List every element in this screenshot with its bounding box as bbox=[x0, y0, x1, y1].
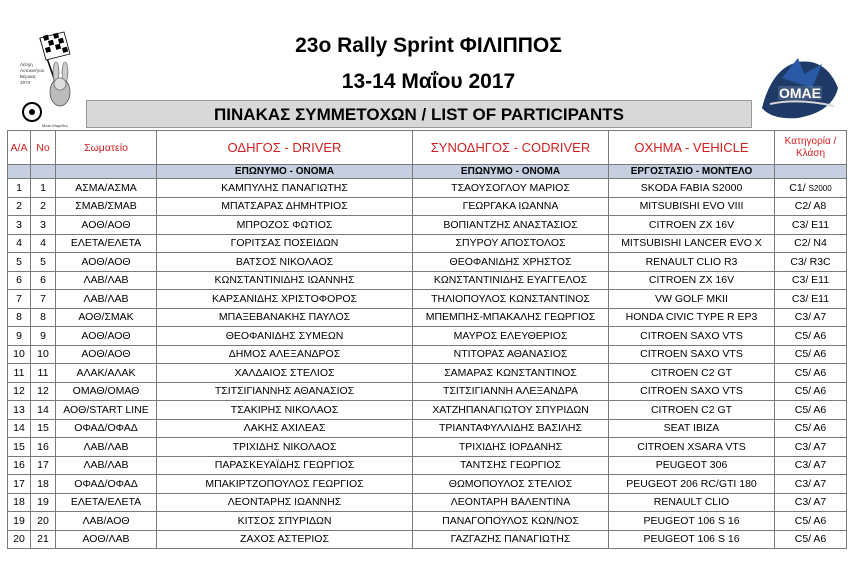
table-row bbox=[8, 493, 847, 512]
cell-category bbox=[775, 438, 847, 457]
cell-club: ΛΑΒ/ΑΟΘ bbox=[56, 512, 157, 531]
cell-aa: 20 bbox=[8, 530, 31, 549]
cell-vehicle: VW GOLF MKII bbox=[609, 290, 775, 309]
table-row bbox=[8, 308, 847, 327]
cell-category bbox=[775, 419, 847, 438]
table-row bbox=[8, 290, 847, 309]
table-row bbox=[8, 345, 847, 364]
cell-club: ΑΛΑΚ/ΑΛΑΚ bbox=[56, 364, 157, 383]
cell-driver: ΔΗΜΟΣ ΑΛΕΞΑΝΔΡΟΣ bbox=[157, 345, 413, 364]
cell-no: 18 bbox=[31, 475, 56, 494]
cell-driver: ΜΠΑΚΙΡΤΖΟΠΟΥΛΟΣ ΓΕΩΡΓΙΟΣ bbox=[157, 475, 413, 494]
cell-club: ΕΛΕΤΑ/ΕΛΕΤΑ bbox=[56, 493, 157, 512]
svg-text:Αυτοκινήτου: Αυτοκινήτου bbox=[20, 68, 45, 73]
cell-club: ΟΦΑΔ/ΟΦΑΔ bbox=[56, 475, 157, 494]
cell-category bbox=[775, 401, 847, 420]
cell-codriver: ΣΠΥΡΟΥ ΑΠΟΣΤΟΛΟΣ bbox=[413, 234, 609, 253]
cell-no: 19 bbox=[31, 493, 56, 512]
cell-driver: ΚΑΡΣΑΝΙΔΗΣ ΧΡΙΣΤΟΦΟΡΟΣ bbox=[157, 290, 413, 309]
category-label: C3/ bbox=[794, 477, 812, 490]
cell-no: 6 bbox=[31, 271, 56, 290]
table-row bbox=[8, 197, 847, 216]
cell-category bbox=[775, 308, 847, 327]
cell-vehicle: CITROEN C2 GT bbox=[609, 364, 775, 383]
category-label: C1/ bbox=[789, 181, 806, 194]
cell-vehicle: PEUGEOT 206 RC/GTI 180 bbox=[609, 475, 775, 494]
category-label: C3/ bbox=[794, 440, 812, 453]
cell-no: 1 bbox=[31, 179, 56, 198]
col-club: Σωματείο bbox=[56, 131, 157, 165]
cell-no: 8 bbox=[31, 308, 56, 327]
cell-vehicle: CITROEN ZX 16V bbox=[609, 271, 775, 290]
class-label: A7 bbox=[813, 477, 827, 490]
col-aa: A/A bbox=[8, 131, 31, 165]
cell-no: 14 bbox=[31, 401, 56, 420]
col-driver: ΟΔΗΓΟΣ - DRIVER bbox=[157, 131, 413, 165]
cell-no: 3 bbox=[31, 216, 56, 235]
cell-no: 9 bbox=[31, 327, 56, 346]
category-label: C5/ bbox=[794, 348, 812, 361]
table-row bbox=[8, 512, 847, 531]
cell-vehicle: PEUGEOT 306 bbox=[609, 456, 775, 475]
sub-empty bbox=[775, 165, 847, 179]
cell-no: 20 bbox=[31, 512, 56, 531]
col-codriver: ΣΥΝΟΔΗΓΟΣ - CODRIVER bbox=[413, 131, 609, 165]
sub-vehicle: ΕΡΓΟΣΤΑΣΙΟ - ΜΟΝΤΕΛΟ bbox=[609, 165, 775, 179]
cell-no: 5 bbox=[31, 253, 56, 272]
sub-codriver: ΕΠΩΝΥΜΟ - ΟΝΟΜΑ bbox=[413, 165, 609, 179]
cell-category bbox=[775, 530, 847, 549]
cell-aa: 11 bbox=[8, 364, 31, 383]
page-title: 23o Rally Sprint ΦΙΛΙΠΠΟΣ bbox=[295, 34, 562, 57]
cell-aa: 14 bbox=[8, 419, 31, 438]
table-row bbox=[8, 438, 847, 457]
cell-codriver: ΒΟΠΙΑΝΤΖΗΣ ΑΝΑΣΤΑΣΙΟΣ bbox=[413, 216, 609, 235]
cell-no: 16 bbox=[31, 438, 56, 457]
class-label: A6 bbox=[813, 533, 827, 546]
col-vehicle: ΟΧΗΜΑ - VEHICLE bbox=[609, 131, 775, 165]
cell-club: ΑΟΘ/ΑΟΘ bbox=[56, 253, 157, 272]
cell-no: 21 bbox=[31, 530, 56, 549]
cell-club: ΑΟΘ/ΣΜΑΚ bbox=[56, 308, 157, 327]
cell-driver: ΒΑΤΣΟΣ ΝΙΚΟΛΑΟΣ bbox=[157, 253, 413, 272]
cell-category bbox=[775, 364, 847, 383]
cell-vehicle: PEUGEOT 106 S 16 bbox=[609, 512, 775, 531]
cell-driver: ΜΠΑΤΣΑΡΑΣ ΔΗΜΗΤΡΙΟΣ bbox=[157, 197, 413, 216]
cell-driver: ΜΠΑΞΕΒΑΝΑΚΗΣ ΠΑΥΛΟΣ bbox=[157, 308, 413, 327]
rabbit-mascot-icon bbox=[50, 62, 70, 106]
cell-aa: 7 bbox=[8, 290, 31, 309]
class-label: R3C bbox=[809, 255, 831, 268]
category-label: C2/ bbox=[794, 237, 811, 250]
cell-aa: 18 bbox=[8, 493, 31, 512]
cell-aa: 2 bbox=[8, 197, 31, 216]
cell-club: ΑΟΘ/ΑΟΘ bbox=[56, 216, 157, 235]
cell-club: ΟΜΑΘ/ΟΜΑΘ bbox=[56, 382, 157, 401]
cell-category bbox=[775, 475, 847, 494]
svg-text:ΟΜΑΕ: ΟΜΑΕ bbox=[779, 85, 821, 101]
cell-category bbox=[775, 253, 847, 272]
cell-no: 4 bbox=[31, 234, 56, 253]
category-label: C5/ bbox=[794, 514, 812, 527]
cell-club: ΑΟΘ/ΛΑΒ bbox=[56, 530, 157, 549]
cell-aa: 12 bbox=[8, 382, 31, 401]
cell-driver: ΘΕΟΦΑΝΙΔΗΣ ΣΥΜΕΩΝ bbox=[157, 327, 413, 346]
class-label: A6 bbox=[813, 514, 827, 527]
cell-vehicle: RENAULT CLIO R3 bbox=[609, 253, 775, 272]
cell-aa: 13 bbox=[8, 401, 31, 420]
event-dates: 13-14 Μαΐου 2017 bbox=[341, 70, 516, 93]
category-label: C5/ bbox=[794, 385, 812, 398]
cell-vehicle: PEUGEOT 106 S 16 bbox=[609, 530, 775, 549]
cell-aa: 16 bbox=[8, 456, 31, 475]
cell-driver: ΤΣΙΤΣΙΓΙΑΝΝΗΣ ΑΘΑΝΑΣΙΟΣ bbox=[157, 382, 413, 401]
table-row bbox=[8, 475, 847, 494]
table-row bbox=[8, 401, 847, 420]
cell-category bbox=[775, 456, 847, 475]
cell-category bbox=[775, 382, 847, 401]
cell-club: ΛΑΒ/ΛΑΒ bbox=[56, 438, 157, 457]
cell-no: 10 bbox=[31, 345, 56, 364]
cell-aa: 8 bbox=[8, 308, 31, 327]
svg-text:1973: 1973 bbox=[20, 80, 31, 85]
cell-driver: ΧΑΛΔΑΙΟΣ ΣΤΕΛΙΟΣ bbox=[157, 364, 413, 383]
table-row bbox=[8, 364, 847, 383]
cell-club: ΑΟΘ/ΑΟΘ bbox=[56, 327, 157, 346]
category-label: C3/ bbox=[790, 255, 807, 268]
category-label: C3/ bbox=[794, 496, 812, 509]
category-label: C3/ bbox=[794, 459, 812, 472]
cell-codriver: ΛΕΟΝΤΑΡΗ ΒΑΛΕΝΤΙΝΑ bbox=[413, 493, 609, 512]
table-row bbox=[8, 382, 847, 401]
category-label: C2/ bbox=[794, 200, 812, 213]
cell-aa: 17 bbox=[8, 475, 31, 494]
table-row bbox=[8, 327, 847, 346]
cell-vehicle: SKODA FABIA S2000 bbox=[609, 179, 775, 198]
sub-empty bbox=[56, 165, 157, 179]
cell-club: ΑΟΘ/ΑΟΘ bbox=[56, 345, 157, 364]
omae-logo bbox=[752, 48, 844, 128]
table-row bbox=[8, 179, 847, 198]
cell-category bbox=[775, 234, 847, 253]
cell-no: 17 bbox=[31, 456, 56, 475]
table-row bbox=[8, 271, 847, 290]
cell-aa: 15 bbox=[8, 438, 31, 457]
cell-aa: 5 bbox=[8, 253, 31, 272]
cell-codriver: ΜΠΕΜΠΗΣ-ΜΠΑΚΑΛΗΣ ΓΕΩΡΓΙΟΣ bbox=[413, 308, 609, 327]
cell-vehicle: HONDA CIVIC TYPE R EP3 bbox=[609, 308, 775, 327]
cell-driver: ΚΩΝΣΤΑΝΤΙΝΙΔΗΣ ΙΩΑΝΝΗΣ bbox=[157, 271, 413, 290]
cell-aa: 1 bbox=[8, 179, 31, 198]
cell-category bbox=[775, 327, 847, 346]
cell-driver: ΤΣΑΚΙΡΗΣ ΝΙΚΟΛΑΟΣ bbox=[157, 401, 413, 420]
cell-codriver: ΠΑΝΑΓΟΠΟΥΛΟΣ ΚΩΝ/ΝΟΣ bbox=[413, 512, 609, 531]
svg-text:Μοτο Μαρέδες: Μοτο Μαρέδες bbox=[42, 123, 68, 128]
col-category: Κατηγορία /Κλάση bbox=[775, 131, 847, 165]
cell-codriver: ΣΑΜΑΡΑΣ ΚΩΝΣΤΑΝΤΙΝΟΣ bbox=[413, 364, 609, 383]
sub-empty bbox=[31, 165, 56, 179]
cell-codriver: ΝΤΙΤΟΡΑΣ ΑΘΑΝΑΣΙΟΣ bbox=[413, 345, 609, 364]
category-label: C5/ bbox=[794, 366, 812, 379]
cell-driver: ΠΑΡΑΣΚΕΥΑΪΔΗΣ ΓΕΩΡΓΙΟΣ bbox=[157, 456, 413, 475]
cell-no: 15 bbox=[31, 419, 56, 438]
category-label: C3/ bbox=[791, 274, 809, 287]
class-label: A7 bbox=[813, 496, 827, 509]
cell-club: ΣΜΑΒ/ΣΜΑΒ bbox=[56, 197, 157, 216]
cell-club: ΑΣΜΑ/ΑΣΜΑ bbox=[56, 179, 157, 198]
svg-text:Βέροιας: Βέροιας bbox=[20, 74, 36, 79]
cell-no: 7 bbox=[31, 290, 56, 309]
cell-codriver: ΚΩΝΣΤΑΝΤΙΝΙΔΗΣ ΕΥΑΓΓΕΛΟΣ bbox=[413, 271, 609, 290]
participants-table bbox=[7, 130, 847, 549]
cell-category bbox=[775, 216, 847, 235]
cell-driver: ΜΠΡΟΖΟΣ ΦΩΤΙΟΣ bbox=[157, 216, 413, 235]
cell-driver: ΤΡΙΧΙΔΗΣ ΝΙΚΟΛΑΟΣ bbox=[157, 438, 413, 457]
cell-aa: 6 bbox=[8, 271, 31, 290]
category-label: C3/ bbox=[791, 218, 809, 231]
cell-aa: 9 bbox=[8, 327, 31, 346]
cell-driver: ΛΕΟΝΤΑΡΗΣ ΙΩΑΝΝΗΣ bbox=[157, 493, 413, 512]
cell-club: ΑΟΘ/START LINE bbox=[56, 401, 157, 420]
cell-club: ΟΦΑΔ/ΟΦΑΔ bbox=[56, 419, 157, 438]
cell-vehicle: MITSUBISHI LANCER EVO X bbox=[609, 234, 775, 253]
class-label: N4 bbox=[813, 237, 827, 250]
class-label: A7 bbox=[813, 311, 827, 324]
sub-driver: ΕΠΩΝΥΜΟ - ΟΝΟΜΑ bbox=[157, 165, 413, 179]
class-label: A6 bbox=[813, 329, 827, 342]
class-label: E11 bbox=[811, 274, 830, 287]
cell-codriver: ΤΡΙΧΙΔΗΣ ΙΟΡΔΑΝΗΣ bbox=[413, 438, 609, 457]
cell-vehicle: MITSUBISHI EVO VIII bbox=[609, 197, 775, 216]
cell-vehicle: CITROEN XSARA VTS bbox=[609, 438, 775, 457]
cell-codriver: ΤΡΙΑΝΤΑΦΥΛΛΙΔΗΣ ΒΑΣΙΛΗΣ bbox=[413, 419, 609, 438]
wheel-icon bbox=[23, 103, 41, 121]
cell-category bbox=[775, 179, 847, 198]
class-label: S2000 bbox=[808, 183, 832, 193]
cell-category bbox=[775, 271, 847, 290]
category-label: C5/ bbox=[794, 422, 812, 435]
class-label: A8 bbox=[813, 200, 827, 213]
table-row bbox=[8, 419, 847, 438]
cell-codriver: ΓΑΖΓΑΖΗΣ ΠΑΝΑΓΙΩΤΗΣ bbox=[413, 530, 609, 549]
cell-vehicle: CITROEN C2 GT bbox=[609, 401, 775, 420]
cell-club: ΛΑΒ/ΛΑΒ bbox=[56, 290, 157, 309]
list-banner: ΠΙΝΑΚΑΣ ΣΥΜΜΕΤΟΧΩΝ / LIST OF PARTICIPANTS bbox=[86, 100, 752, 128]
cell-vehicle: CITROEN SAXO VTS bbox=[609, 382, 775, 401]
category-label: C3/ bbox=[791, 292, 809, 305]
cell-aa: 19 bbox=[8, 512, 31, 531]
cell-no: 12 bbox=[31, 382, 56, 401]
cell-vehicle: CITROEN SAXO VTS bbox=[609, 327, 775, 346]
table-row bbox=[8, 234, 847, 253]
col-no: Νο bbox=[31, 131, 56, 165]
cell-club: ΕΛΕΤΑ/ΕΛΕΤΑ bbox=[56, 234, 157, 253]
cell-vehicle: RENAULT CLIO bbox=[609, 493, 775, 512]
cell-club: ΛΑΒ/ΛΑΒ bbox=[56, 456, 157, 475]
class-label: A6 bbox=[813, 385, 827, 398]
class-label: A7 bbox=[813, 440, 827, 453]
club-logo-left bbox=[18, 30, 86, 130]
cell-driver: ΚΙΤΣΟΣ ΣΠΥΡΙΔΩΝ bbox=[157, 512, 413, 531]
table-row bbox=[8, 253, 847, 272]
class-label: E11 bbox=[811, 218, 830, 231]
cell-vehicle: SEAT IBIZA bbox=[609, 419, 775, 438]
class-label: A6 bbox=[813, 403, 827, 416]
cell-codriver: ΤΣΑΟΥΣΟΓΛΟΥ ΜΑΡΙΟΣ bbox=[413, 179, 609, 198]
cell-codriver: ΜΑΥΡΟΣ ΕΛΕΥΘΕΡΙΟΣ bbox=[413, 327, 609, 346]
cell-no: 2 bbox=[31, 197, 56, 216]
cell-codriver: ΤΣΙΤΣΙΓΙΑΝΝΗ ΑΛΕΞΑΝΔΡΑ bbox=[413, 382, 609, 401]
cell-codriver: ΧΑΤΖΗΠΑΝΑΓΙΩΤΟΥ ΣΠΥΡΙΔΩΝ bbox=[413, 401, 609, 420]
category-label: C5/ bbox=[794, 329, 812, 342]
table-row bbox=[8, 530, 847, 549]
cell-category bbox=[775, 493, 847, 512]
category-label: C5/ bbox=[794, 533, 812, 546]
cell-aa: 4 bbox=[8, 234, 31, 253]
cell-club: ΛΑΒ/ΛΑΒ bbox=[56, 271, 157, 290]
class-label: A7 bbox=[813, 459, 827, 472]
cell-driver: ΛΑΚΗΣ ΑΧΙΛΕΑΣ bbox=[157, 419, 413, 438]
cell-codriver: ΓΕΩΡΓΑΚΑ ΙΩΑΝΝΑ bbox=[413, 197, 609, 216]
cell-aa: 10 bbox=[8, 345, 31, 364]
category-label: C3/ bbox=[794, 311, 812, 324]
cell-driver: ΖΑΧΟΣ ΑΣΤΕΡΙΟΣ bbox=[157, 530, 413, 549]
category-label: C5/ bbox=[794, 403, 812, 416]
cell-vehicle: CITROEN SAXO VTS bbox=[609, 345, 775, 364]
table-row bbox=[8, 216, 847, 235]
table-row bbox=[8, 456, 847, 475]
cell-codriver: ΤΑΝΤΣΗΣ ΓΕΩΡΓΙΟΣ bbox=[413, 456, 609, 475]
cell-driver: ΓΟΡΙΤΣΑΣ ΠΟΣΕΙΔΩΝ bbox=[157, 234, 413, 253]
cell-category bbox=[775, 345, 847, 364]
cell-codriver: ΘΩΜΟΠΟΥΛΟΣ ΣΤΕΛΙΟΣ bbox=[413, 475, 609, 494]
class-label: A6 bbox=[813, 422, 827, 435]
cell-aa: 3 bbox=[8, 216, 31, 235]
cell-no: 11 bbox=[31, 364, 56, 383]
class-label: A6 bbox=[813, 366, 827, 379]
class-label: A6 bbox=[813, 348, 827, 361]
cell-codriver: ΘΕΟΦΑΝΙΔΗΣ ΧΡΗΣΤΟΣ bbox=[413, 253, 609, 272]
class-label: E11 bbox=[811, 292, 830, 305]
svg-text:Λέσχη: Λέσχη bbox=[20, 62, 33, 67]
sub-empty bbox=[8, 165, 31, 179]
cell-driver: ΚΑΜΠΥΛΗΣ ΠΑΝΑΓΙΩΤΗΣ bbox=[157, 179, 413, 198]
cell-category bbox=[775, 290, 847, 309]
cell-codriver: ΤΗΛΙΟΠΟΥΛΟΣ ΚΩΝΣΤΑΝΤΙΝΟΣ bbox=[413, 290, 609, 309]
cell-vehicle: CITROEN ZX 16V bbox=[609, 216, 775, 235]
cell-category bbox=[775, 512, 847, 531]
cell-category bbox=[775, 197, 847, 216]
